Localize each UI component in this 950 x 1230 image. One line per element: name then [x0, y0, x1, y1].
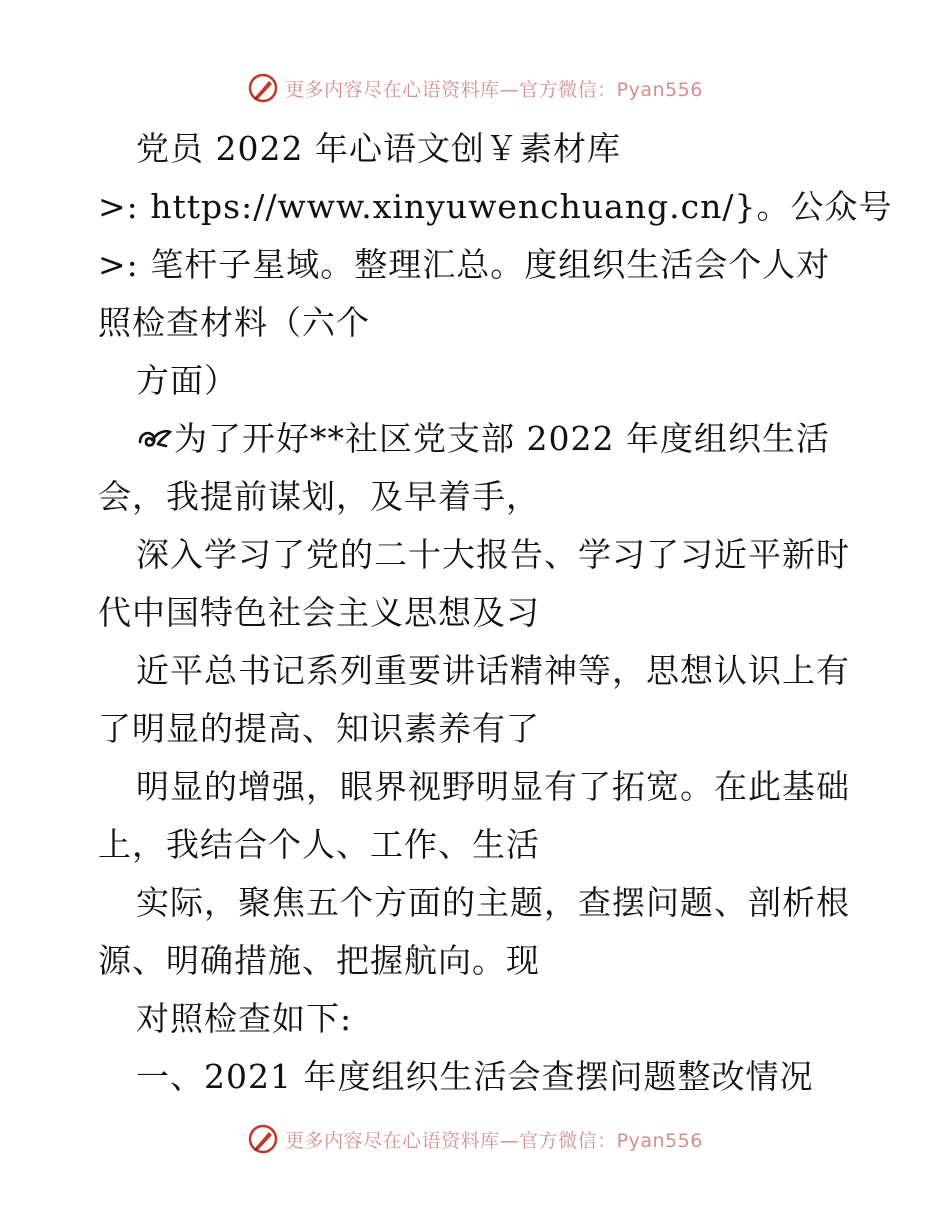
text-line-11: 了明显的提高、知识素养有了 — [98, 709, 540, 748]
text-line-6-content: 为了开好**社区党支部 2022 年度组织生活 — [174, 419, 830, 458]
text-line-13: 上，我结合个人、工作、生活 — [98, 825, 540, 864]
watermark-text: 更多内容尽在心语资料库—官方微信：Pyan556 — [285, 78, 703, 101]
text-line-3: >: 笔杆子星域。整理汇总。度组织生活会个人对 — [98, 245, 831, 284]
text-line-10: 近平总书记系列重要讲话精神等，思想认识上有 — [136, 651, 850, 690]
text-line-17: 一、2021 年度组织生活会查摆问题整改情况 — [136, 1057, 814, 1096]
text-line-8: 深入学习了党的二十大报告、学习了习近平新时 — [136, 535, 850, 574]
text-line-12: 明显的增强，眼界视野明显有了拓宽。在此基础 — [136, 767, 850, 806]
text-line-4: 照检查材料（六个 — [98, 303, 370, 342]
text-line-15: 源、明确措施、把握航向。现 — [98, 941, 540, 980]
text-line-16: 对照检查如下: — [136, 999, 353, 1038]
text-line-6 — [98, 410, 888, 468]
text-line-5: 方面） — [136, 361, 238, 400]
ornament-icon — [136, 424, 174, 454]
text-line-2: >: https://www.xinyuwenchuang.cn/}。公众号 — [98, 187, 893, 226]
pen-logo-icon — [247, 1123, 279, 1155]
text-line-9: 代中国特色社会主义思想及习 — [98, 593, 540, 632]
watermark-bottom — [0, 1123, 950, 1155]
watermark-top — [0, 72, 950, 104]
pen-logo-icon — [247, 72, 279, 104]
text-line-7: 会，我提前谋划，及早着手， — [98, 477, 540, 516]
text-line-14: 实际，聚焦五个方面的主题，查摆问题、剖析根 — [136, 883, 850, 922]
text-line-1: 党员 2022 年心语文创￥素材库 — [136, 129, 621, 168]
watermark-text: 更多内容尽在心语资料库—官方微信：Pyan556 — [285, 1129, 703, 1152]
document-body — [98, 120, 893, 1106]
